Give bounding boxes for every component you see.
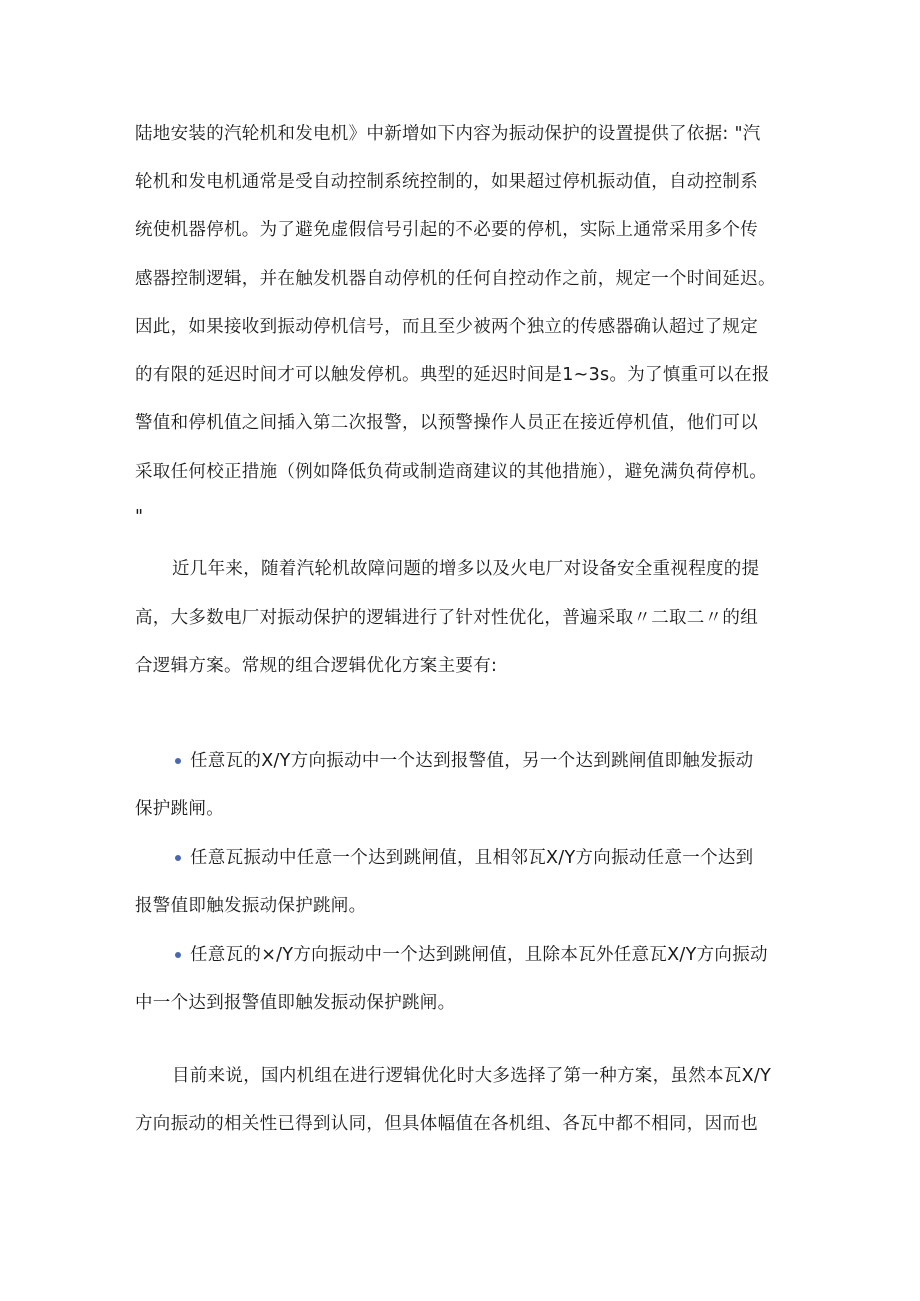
paragraph-line: 感器控制逻辑，并在触发机器自动停机的任何自控动作之前，规定一个时间延迟。 — [135, 269, 776, 289]
paragraph-line: 统使机器停机。为了避免虚假信号引起的不必要的停机，实际上通常采用多个传 — [135, 220, 758, 240]
paragraph-line: 方向振动的相关性已得到认同，但具体幅值在各机组、各瓦中都不相同，因而也 — [135, 1114, 758, 1134]
paragraph-line: 近几年来，随着汽轮机故障问题的增多以及火电厂对设备安全重视程度的提 — [172, 559, 760, 579]
paragraph-line: 合逻辑方案。常规的组合逻辑优化方案主要有: — [135, 656, 498, 676]
list-item-line: 报警值即触发振动保护跳闸。 — [135, 896, 367, 916]
list-item-line: 保护跳闸。 — [135, 799, 224, 819]
list-item-line: 任意瓦振动中任意一个达到跳闸值，且相邻瓦X/Y方向振动任意一个达到 — [190, 848, 754, 868]
list-item-line: 中一个达到报警值即触发振动保护跳闸。 — [135, 993, 456, 1013]
list-item-line: 任意瓦的X/Y方向振动中一个达到报警值，另一个达到跳闸值即触发振动 — [190, 751, 754, 771]
bullet-dot-icon — [175, 758, 181, 764]
paragraph-line: 因此，如果接收到振动停机信号，而且至少被两个独立的传感器确认超过了规定 — [135, 317, 758, 337]
paragraph-line: 的有限的延迟时间才可以触发停机。典型的延迟时间是1~3s。为了慎重可以在报 — [135, 365, 770, 385]
paragraph-line: 目前来说，国内机组在进行逻辑优化时大多选择了第一种方案，虽然本瓦X/Y — [172, 1066, 772, 1086]
paragraph-line: 高，大多数电厂对振动保护的逻辑进行了针对性优化，普遍采取〃二取二〃的组 — [135, 608, 758, 628]
list-item-line: 任意瓦的×/Y方向振动中一个达到跳闸值，且除本瓦外任意瓦X/Y方向振动 — [190, 945, 768, 965]
paragraph-line: 陆地安装的汽轮机和发电机》中新增如下内容为振动保护的设置提供了依据: "汽 — [135, 124, 761, 144]
bullet-dot-icon — [175, 952, 181, 958]
paragraph-line: 警值和停机值之间插入第二次报警，以预警操作人员正在接近停机值，他们可以 — [135, 413, 758, 433]
paragraph-line: 轮机和发电机通常是受自动控制系统控制的，如果超过停机振动值，自动控制系 — [135, 172, 758, 192]
bullet-dot-icon — [175, 855, 181, 861]
paragraph-line: 采取任何校正措施（例如降低负荷或制造商建议的其他措施），避免满负荷停机。 — [135, 462, 768, 482]
paragraph-line: " — [135, 507, 144, 527]
